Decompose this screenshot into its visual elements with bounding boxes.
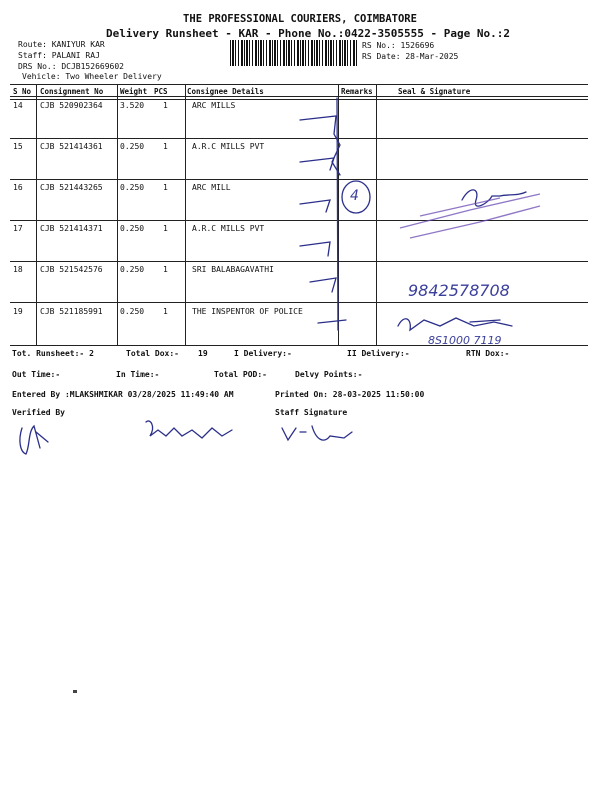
ink-speck — [73, 690, 77, 693]
out-time: Out Time:- — [12, 370, 61, 379]
row-consignee: SRI BALABAGAVATHI — [192, 265, 274, 274]
row-consignment: CJB 521414361 — [40, 142, 103, 151]
col-header-remarks: Remarks — [341, 87, 373, 96]
col-header-consignee: Consignee Details — [187, 87, 264, 96]
tot-runsheet: Tot. Runsheet:- 2 — [12, 349, 94, 358]
seal-19: 8S1000 7119 — [428, 334, 502, 347]
delvy-points: Delvy Points:- — [295, 370, 363, 379]
row-weight: 0.250 — [120, 224, 145, 233]
row-consignee: A.R.C MILLS PVT — [192, 224, 265, 233]
i-delivery: I Delivery:- — [234, 349, 292, 358]
row-pcs: 1 — [163, 142, 168, 151]
total-pod: Total POD:- — [214, 370, 267, 379]
staff-signature-label: Staff Signature — [275, 408, 348, 417]
row-pcs: 1 — [163, 183, 168, 192]
row-pcs: 1 — [163, 101, 168, 110]
vehicle-label: Vehicle: Two Wheeler Delivery — [22, 72, 162, 81]
row-weight: 3.520 — [120, 101, 145, 110]
runsheet-subtitle: Delivery Runsheet - KAR - Phone No.:0422-3505555 - Page No.:2 — [106, 27, 510, 40]
runsheet-title: THE PROFESSIONAL COURIERS, COIMBATORE — [183, 13, 417, 25]
row-consignment: CJB 521185991 — [40, 307, 103, 316]
row-sno: 19 — [13, 307, 23, 316]
row-weight: 0.250 — [120, 142, 145, 151]
row-sno: 15 — [13, 142, 23, 151]
row-pcs: 1 — [163, 307, 168, 316]
row-consignment: CJB 521443265 — [40, 183, 103, 192]
row-sno: 16 — [13, 183, 23, 192]
row-consignee: ARC MILL — [192, 183, 231, 192]
col-header-weight: Weight — [120, 87, 148, 96]
in-time: In Time:- — [116, 370, 160, 379]
row-consignment: CJB 521414371 — [40, 224, 103, 233]
remark-16-number: 4 — [350, 188, 359, 204]
total-dox-label: Total Dox:- — [126, 349, 179, 358]
col-header-consignment: Consignment No — [40, 87, 104, 96]
ii-delivery: II Delivery:- — [347, 349, 410, 358]
col-header-sno: S No — [13, 87, 32, 96]
row-pcs: 1 — [163, 265, 168, 274]
row-consignment: CJB 521542576 — [40, 265, 103, 274]
entered-by: Entered By :MLAKSHMIKAR 03/28/2025 11:49:40 AM — [12, 390, 234, 399]
row-consignment: CJB 520902364 — [40, 101, 103, 110]
row-weight: 0.250 — [120, 307, 145, 316]
col-header-seal: Seal & Signature — [398, 87, 471, 96]
phone-18: 9842578708 — [408, 281, 510, 300]
row-consignee: ARC MILLS — [192, 101, 236, 110]
row-weight: 0.250 — [120, 265, 145, 274]
row-pcs: 1 — [163, 224, 168, 233]
staff-label: Staff: PALANI RAJ — [18, 51, 100, 60]
col-header-pcs: PCS — [154, 87, 168, 96]
row-sno: 17 — [13, 224, 23, 233]
rs-number: RS No.: 1526696 — [362, 41, 435, 50]
rs-date: RS Date: 28-Mar-2025 — [362, 52, 459, 61]
total-dox-value: 19 — [198, 349, 208, 358]
row-sno: 14 — [13, 101, 23, 110]
drs-number: DRS No.: DCJB152669602 — [18, 62, 124, 71]
verified-by-label: Verified By — [12, 408, 65, 417]
barcode-image — [230, 40, 357, 66]
printed-on: Printed On: 28-03-2025 11:50:00 — [275, 390, 425, 399]
row-consignee: A.R.C MILLS PVT — [192, 142, 265, 151]
row-consignee: THE INSPENTOR OF POLICE — [192, 307, 303, 316]
route-label: Route: KANIYUR KAR — [18, 40, 105, 49]
row-sno: 18 — [13, 265, 23, 274]
row-weight: 0.250 — [120, 183, 145, 192]
rtn-dox: RTN Dox:- — [466, 349, 510, 358]
